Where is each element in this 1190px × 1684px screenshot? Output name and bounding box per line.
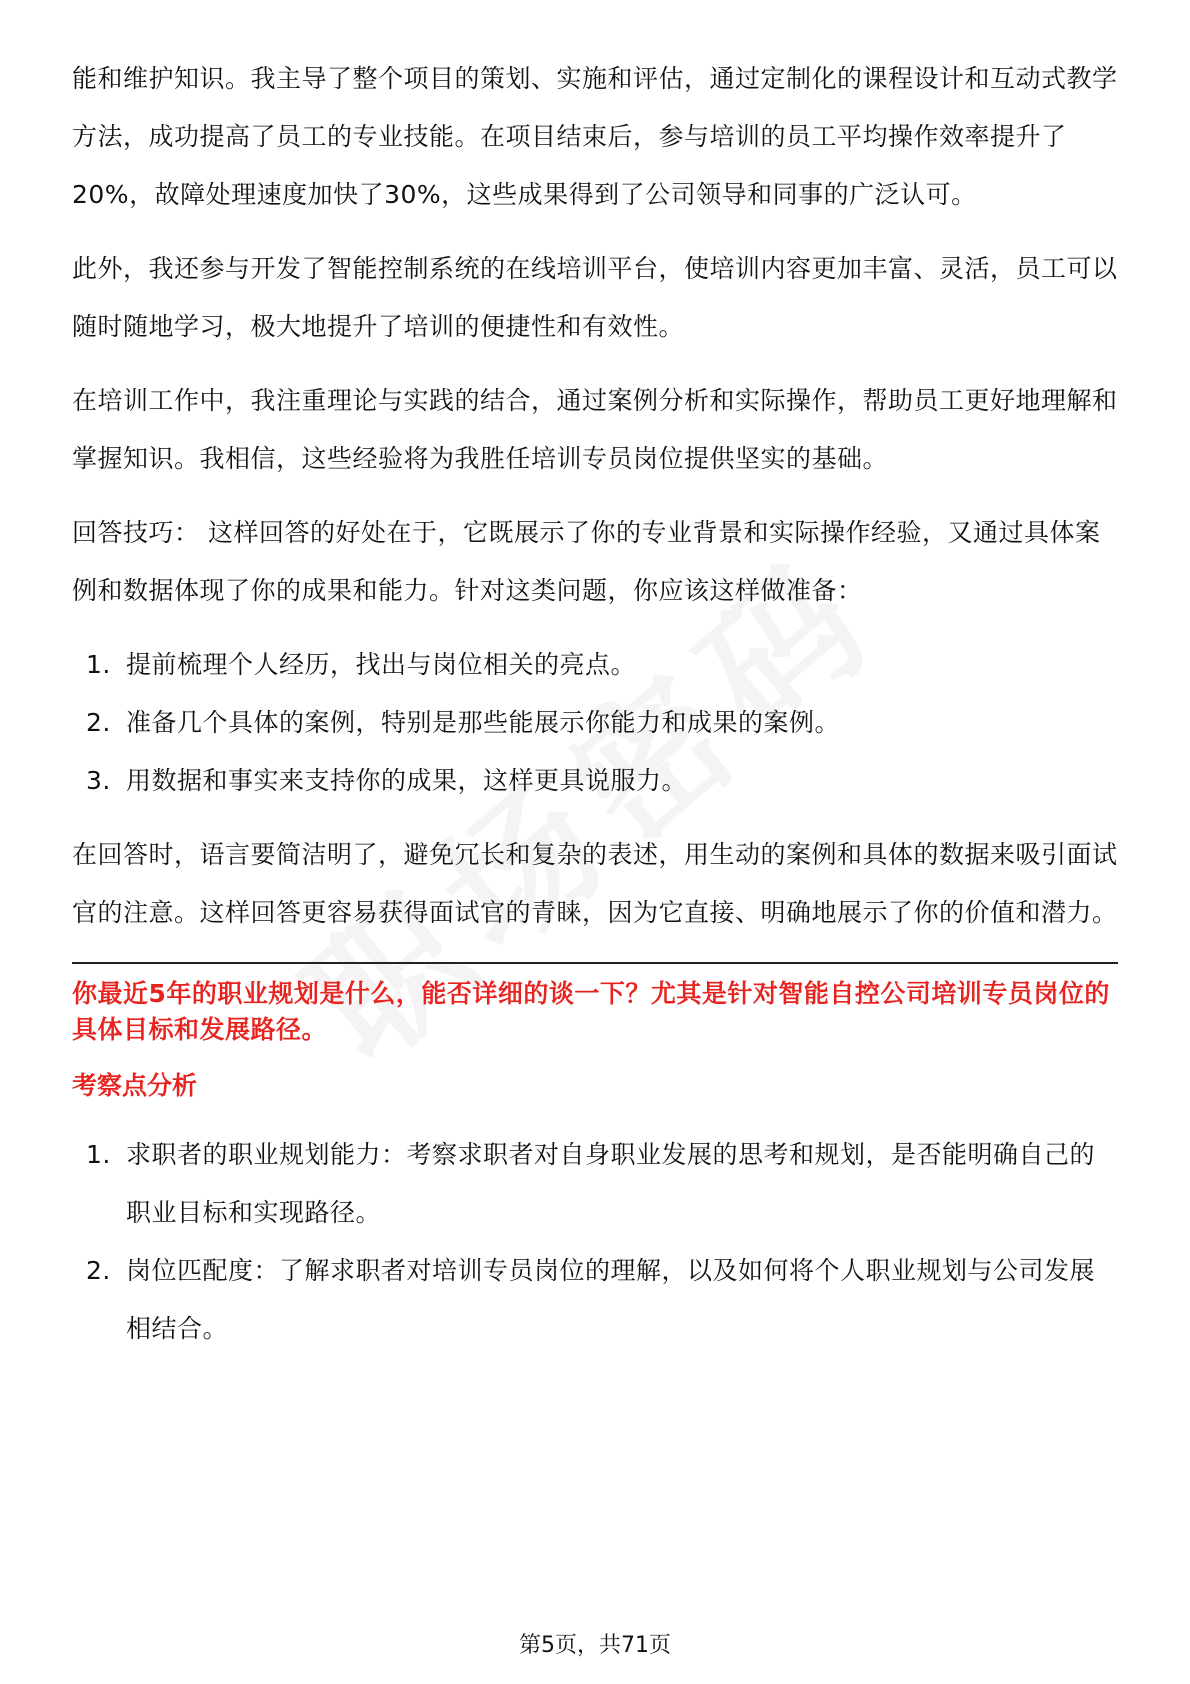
analysis-heading: 考察点分析 — [72, 1071, 198, 1100]
list-item-text: 提前梳理个人经历，找出与岗位相关的亮点。 — [126, 650, 637, 679]
question-heading: 你最近5年的职业规划是什么，能否详细的谈一下？尤其是针对智能自控公司培训专员岗位的具体目标和发展路径。 — [72, 979, 1110, 1044]
list-item — [72, 1126, 1118, 1242]
list-number: 2. — [86, 708, 111, 737]
list-item — [72, 1242, 1118, 1358]
list-item-text: 准备几个具体的案例，特别是那些能展示你能力和成果的案例。 — [126, 708, 841, 737]
list-item — [72, 694, 1118, 752]
list-item-text: 用数据和事实来支持你的成果，这样更具说服力。 — [126, 766, 688, 795]
page-number-footer: 第5页，共71页 — [519, 1633, 671, 1658]
document-page — [72, 50, 1118, 1374]
tips-list — [72, 636, 1118, 810]
paragraph-project-results: 能和维护知识。我主导了整个项目的策划、实施和评估，通过定制化的课程设计和互动式教学方法，成功提高了员工的专业技能。在项目结束后，参与培训的员工平均操作效率提升了20%，故障处理速度加快了30%，这些成果得到了公司领导和同事的广泛认可。 — [72, 64, 1118, 209]
analysis-list — [72, 1126, 1118, 1358]
list-item-text: 求职者的职业规划能力：考察求职者对自身职业发展的思考和规划，是否能明确自己的职业目标和实现路径。 — [126, 1140, 1096, 1227]
paragraph-online-platform: 此外，我还参与开发了智能控制系统的在线培训平台，使培训内容更加丰富、灵活，员工可以随时随地学习，极大地提升了培训的便捷性和有效性。 — [72, 254, 1118, 341]
list-item — [72, 636, 1118, 694]
paragraph-closing: 在回答时，语言要简洁明了，避免冗长和复杂的表述，用生动的案例和具体的数据来吸引面试官的注意。这样回答更容易获得面试官的青睐，因为它直接、明确地展示了你的价值和潜力。 — [72, 840, 1118, 927]
list-item — [72, 752, 1118, 810]
paragraph-training-approach: 在培训工作中，我注重理论与实践的结合，通过案例分析和实际操作，帮助员工更好地理解和掌握知识。我相信，这些经验将为我胜任培训专员岗位提供坚实的基础。 — [72, 386, 1118, 473]
list-number: 1. — [86, 650, 111, 679]
list-number: 2. — [86, 1256, 111, 1285]
list-number: 3. — [86, 766, 111, 795]
paragraph-answer-tips: 回答技巧： 这样回答的好处在于，它既展示了你的专业背景和实际操作经验，又通过具体案例和数据体现了你的成果和能力。针对这类问题，你应该这样做准备： — [72, 518, 1101, 605]
list-item-text: 岗位匹配度：了解求职者对培训专员岗位的理解，以及如何将个人职业规划与公司发展相结合。 — [126, 1256, 1096, 1343]
section-divider — [72, 962, 1118, 964]
list-number: 1. — [86, 1140, 111, 1169]
